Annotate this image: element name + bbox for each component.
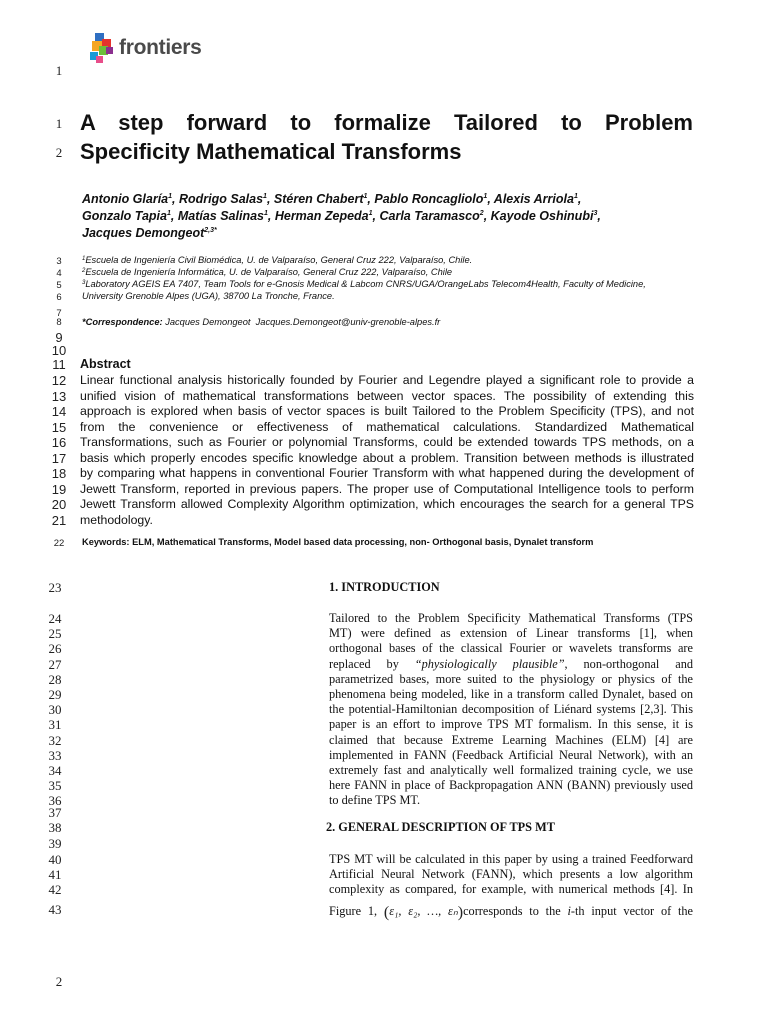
body-line: TPS MT will be calculated in this paper by using a trained Feedforward — [329, 852, 693, 866]
body-line: MT) were defined as extension of Linear transforms [1], when — [329, 626, 693, 641]
author: Kayode Oshinubi$^3$ — [490, 209, 598, 223]
body-line: orthogonal bases of the classical Fourier or wavelets transforms are — [329, 641, 693, 656]
section2-body — [329, 852, 693, 920]
line-number: 3 — [56, 256, 62, 267]
body-line: here FANN in place of Backpropagation ANN (BANN) previously used — [329, 778, 693, 793]
line-number: 11 — [52, 357, 66, 372]
body-line: phenomena being modeled, like in a transform called Dynalet, based on — [329, 686, 693, 701]
line-number: 27 — [48, 656, 62, 672]
line-number: 43 — [48, 901, 62, 917]
line-number: 20 — [51, 497, 67, 512]
author: Stéren Chabert$^1$ — [273, 192, 368, 206]
formula-bracket-open: ( — [383, 903, 390, 921]
line-number: 5 — [56, 280, 62, 291]
body-text: corresponds to the i-th input vector of the — [463, 903, 693, 918]
line-number: 4 — [56, 268, 62, 279]
section-heading-introduction: 1. INTRODUCTION — [329, 580, 440, 594]
author: Gonzalo Tapia$^1$ — [82, 209, 171, 223]
correspondence-label: *Correspondence: — [82, 317, 163, 327]
line-number: 23 — [48, 580, 62, 595]
abstract-heading: Abstract — [80, 357, 131, 371]
line-number: 33 — [48, 747, 62, 763]
author: Antonio Glaría$^1$ — [82, 192, 173, 206]
author: Pablo Roncagliolo$^1$ — [374, 192, 488, 206]
line-number: 10 — [51, 343, 67, 358]
frontiers-logo-icon — [90, 32, 118, 66]
affiliation: $^3$Laboratory AGEIS EA 7407, Team Tools for e-Gnosis Medical & Labcom CNRS/UGA/OrangeLabs Telecom4Health, Faculty of Medicine, — [82, 279, 646, 289]
abstract-line: methodology. — [80, 512, 153, 527]
intro-body — [329, 611, 693, 808]
line-number: 15 — [51, 419, 67, 435]
author: Carla Taramasco$^2$ — [379, 209, 484, 223]
line-number: 31 — [48, 717, 62, 733]
body-line: the potential-Hamiltonian decomposition of Liénard systems [2,3]. This — [329, 702, 693, 717]
line-number: 42 — [48, 882, 62, 898]
author: Herman Zepeda$^1$ — [274, 209, 373, 223]
line-number: 39 — [48, 836, 62, 851]
body-line-with-formula — [329, 902, 693, 920]
body-line: claimed that because Extreme Learning Machines (ELM) [4] are — [329, 732, 693, 747]
body-line: paper is an effort to improve TPS MT formalism. In this sense, it is — [329, 717, 693, 732]
body-line: implemented in FANN (Feedback Artificial Neural Network), with an — [329, 747, 693, 762]
body-line: complexity as compared, for example, with numerical methods [4]. In — [329, 882, 693, 897]
paper-title — [80, 108, 693, 166]
line-number: 29 — [48, 686, 62, 702]
frontiers-logo — [90, 32, 214, 70]
line-number: 9 — [55, 330, 63, 345]
abstract-line: Jewett Transform allowed Complexity Algorithm optimization, which encourages the search for a general TPS — [80, 497, 694, 511]
author: Matías Salinas$^1$ — [177, 209, 268, 223]
line-number: 36 — [48, 793, 62, 809]
correspondence-name: Jacques Demongeot — [165, 317, 251, 327]
italic-phrase: “physiologically plausible” — [414, 656, 565, 671]
line-number: 17 — [51, 450, 67, 466]
formula-bracket-close: ) — [457, 903, 464, 921]
section-heading-general-description: 2. GENERAL DESCRIPTION OF TPS MT — [326, 820, 555, 834]
keywords: Keywords: ELM, Mathematical Transforms, Model based data processing, non- Orthogonal basis, Dynalet transform — [82, 537, 594, 547]
author: Jacques Demongeot$^{2,3*}$ — [82, 226, 217, 240]
line-number: 8 — [56, 317, 62, 328]
line-number: 14 — [51, 404, 67, 419]
line-number: 34 — [48, 762, 62, 778]
title-line-1: A step forward to formalize Tailored to Problem — [80, 110, 693, 135]
body-line: Tailored to the Problem Specificity Mathematical Transforms (TPS — [329, 611, 693, 625]
abstract-line: Linear functional analysis historically founded by Fourier and Legendre played a significant role to provide a — [80, 373, 694, 387]
line-number: 6 — [56, 292, 62, 303]
line-number: 1 — [55, 116, 63, 131]
line-number: 18 — [51, 466, 67, 481]
line-number: 13 — [51, 388, 67, 404]
line-number: 12 — [51, 373, 67, 388]
author-list: Antonio Glaría$^1$, Rodrigo Salas$^1$, Stéren Chabert$^1$, Pablo Roncagliolo$^1$, Alexis Arriola$^1$, Gonzalo Tapia$^1$, Matías Salinas$^1$, Herman Zepeda$^1$, Carla Taramasco$^2$, Kayode Oshinubi$^3$, Jacques Demongeot$^{2,3*}$ — [82, 192, 601, 240]
page-number: 2 — [55, 974, 63, 989]
page-top-number: 1 — [55, 63, 63, 78]
abstract-line: Transformations, such as Fourier or polynomial Transforms, could be extended towards TPS methods, on a — [80, 435, 694, 449]
body-line: parametrized bases, more suited to the physiology or physics of the — [329, 671, 693, 686]
line-number: 19 — [51, 481, 67, 497]
abstract-line: approach is explored when basis of vector spaces is built Tailored to the Problem Specificity (TPS), and not — [80, 404, 694, 418]
body-line: to define TPS MT. — [329, 793, 421, 808]
input-vector-formula: ε₁, ε₂, …, εₙ — [389, 903, 458, 918]
line-number: 7 — [56, 308, 62, 319]
line-number: 30 — [48, 702, 62, 718]
line-number: 25 — [48, 626, 62, 642]
line-number: 24 — [48, 611, 62, 626]
affiliation: $^2$Escuela de Ingeniería Informática, U. de Valparaíso, General Cruz 222, Valparaíso, Chile — [82, 267, 453, 277]
body-text: Figure 1, — [329, 903, 378, 918]
line-number: 28 — [48, 671, 62, 687]
line-number: 32 — [48, 732, 62, 748]
abstract-line: basis which properly encodes specific knowledge about a problem. Transition between methods is illustrated — [80, 450, 694, 465]
italic-index: i — [567, 903, 571, 918]
line-number: 41 — [48, 867, 62, 883]
abstract-line: Jewett Transform, reported in previous papers. The proper use of Computational Intelligence tools to perform — [80, 481, 694, 496]
line-number: 38 — [48, 820, 62, 835]
line-number: 21 — [51, 512, 67, 528]
section2-line-numbers — [40, 852, 70, 917]
abstract-body — [80, 373, 694, 528]
body-line: replaced by “physiologically plausible”, non-orthogonal and — [329, 656, 693, 671]
line-number: 26 — [48, 641, 62, 657]
author: Alexis Arriola$^1$ — [493, 192, 578, 206]
body-line: Artificial Neural Network (FANN), which presents a low algorithm — [329, 867, 693, 882]
line-number: 2 — [55, 145, 63, 160]
body-line: extremely fast and analytically well formalized training cycle, we use — [329, 762, 693, 777]
line-number: 22 — [53, 538, 65, 549]
abstract-line-numbers — [44, 373, 74, 528]
line-number: 35 — [48, 778, 62, 794]
affiliation: University Grenoble Alpes (UGA), 38700 La Tronche, France. — [82, 291, 335, 301]
affiliation: $^1$Escuela de Ingeniería Civil Biomédica, U. de Valparaíso, General Cruz 222, Valparaíso, Chile. — [82, 255, 473, 265]
line-number: 16 — [51, 435, 67, 450]
correspondence-email[interactable]: Jacques.Demongeot@univ-grenoble-alpes.fr — [255, 317, 441, 327]
intro-line-numbers — [40, 611, 70, 808]
line-number: 37 — [48, 805, 62, 820]
abstract-line: from the convenience or effectiveness of mathematical calculations. Standardized Mathematical — [80, 419, 694, 434]
title-line-2: Specificity Mathematical Transforms — [80, 139, 462, 164]
logo-wordmark: frontiers — [119, 36, 202, 59]
author: Rodrigo Salas$^1$ — [178, 192, 267, 206]
line-number: 40 — [48, 852, 62, 867]
abstract-line: unified vision of mathematical transformations between vector spaces. The possibility of extending this — [80, 388, 694, 403]
correspondence — [82, 317, 440, 327]
abstract-line: by comparing what happens in conventional Fourier Transform with what happened during the development of — [80, 466, 694, 480]
